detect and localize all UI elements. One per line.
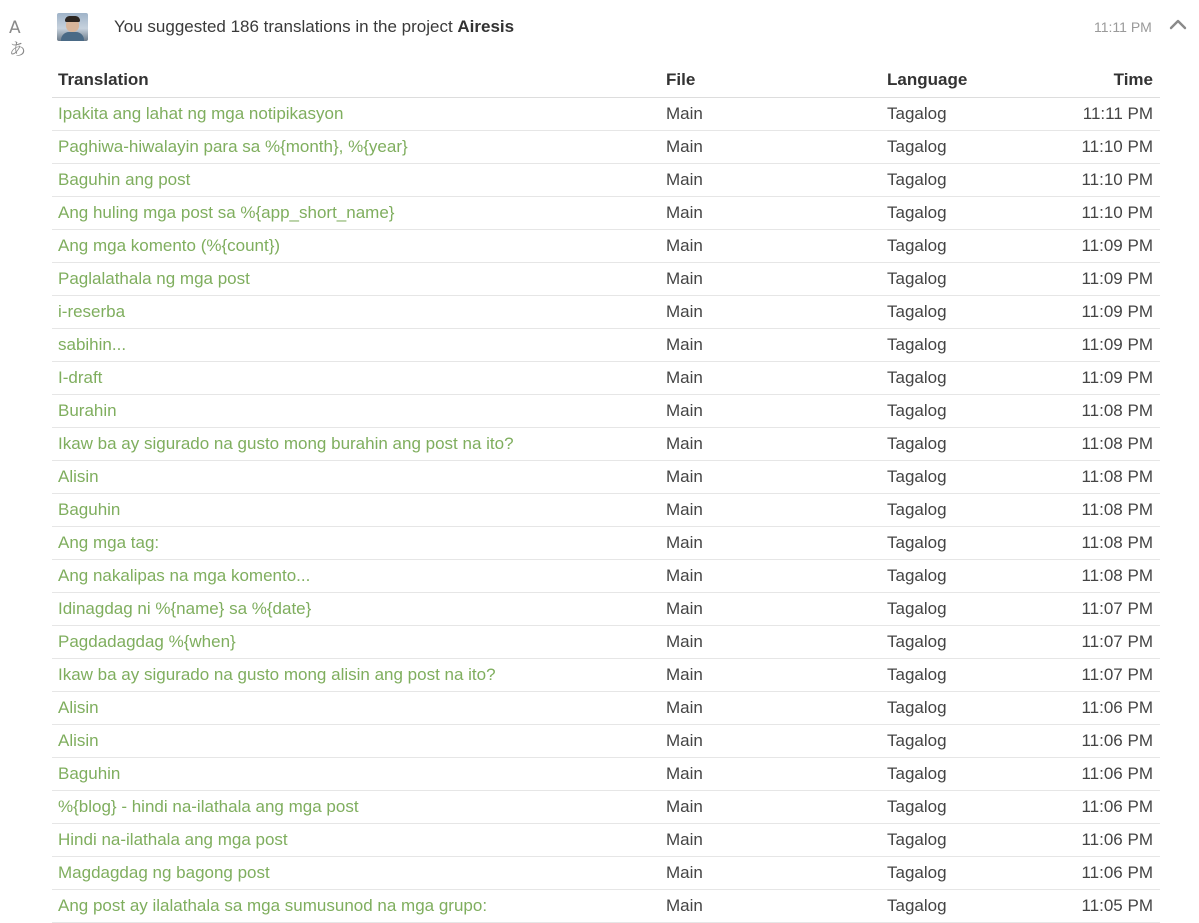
- language-cell: Tagalog: [881, 428, 1041, 461]
- translation-link[interactable]: i-reserba: [58, 302, 126, 321]
- translation-cell: [52, 791, 660, 824]
- table-row: [52, 494, 1160, 527]
- language-cell: Tagalog: [881, 725, 1041, 758]
- file-cell: Main: [660, 164, 881, 197]
- translation-link[interactable]: Alisin: [58, 467, 99, 486]
- translation-cell: [52, 461, 660, 494]
- translation-link[interactable]: Ang mga komento (%{count}): [58, 236, 281, 255]
- translation-cell: [52, 890, 660, 923]
- table-row: [52, 98, 1160, 131]
- translation-cell: [52, 659, 660, 692]
- time-cell: 11:08 PM: [1041, 461, 1160, 494]
- translation-cell: [52, 494, 660, 527]
- language-cell: Tagalog: [881, 98, 1041, 131]
- chevron-up-icon[interactable]: [1165, 14, 1191, 36]
- time-cell: 11:09 PM: [1041, 362, 1160, 395]
- translation-link[interactable]: Ang mga tag:: [58, 533, 160, 552]
- time-cell: 11:07 PM: [1041, 659, 1160, 692]
- table-row: [52, 230, 1160, 263]
- translation-cell: [52, 395, 660, 428]
- translation-cell: [52, 329, 660, 362]
- translation-link[interactable]: Pagdadagdag %{when}: [58, 632, 236, 651]
- file-cell: Main: [660, 890, 881, 923]
- translation-link[interactable]: Ipakita ang lahat ng mga notipikasyon: [58, 104, 344, 123]
- file-cell: Main: [660, 98, 881, 131]
- translation-link[interactable]: Ang huling mga post sa %{app_short_name}: [58, 203, 395, 222]
- language-cell: Tagalog: [881, 659, 1041, 692]
- translation-link[interactable]: Ang nakalipas na mga komento...: [58, 566, 311, 585]
- translation-link[interactable]: Idinagdag ni %{name} sa %{date}: [58, 599, 312, 618]
- time-cell: 11:10 PM: [1041, 131, 1160, 164]
- table-row: [52, 428, 1160, 461]
- language-cell: Tagalog: [881, 527, 1041, 560]
- language-cell: Tagalog: [881, 692, 1041, 725]
- translation-link[interactable]: Hindi na-ilathala ang mga post: [58, 830, 288, 849]
- time-cell: 11:06 PM: [1041, 758, 1160, 791]
- translation-cell: [52, 164, 660, 197]
- language-cell: Tagalog: [881, 593, 1041, 626]
- time-cell: 11:06 PM: [1041, 692, 1160, 725]
- translation-link[interactable]: Baguhin: [58, 500, 121, 519]
- file-cell: Main: [660, 626, 881, 659]
- table-row: [52, 197, 1160, 230]
- file-cell: Main: [660, 197, 881, 230]
- translate-icon: Aあ: [9, 18, 25, 60]
- translation-link[interactable]: Paglalathala ng mga post: [58, 269, 250, 288]
- file-cell: Main: [660, 329, 881, 362]
- table-row: [52, 131, 1160, 164]
- event-timestamp: 11:11 PM: [1094, 19, 1152, 35]
- translation-link[interactable]: Ikaw ba ay sigurado na gusto mong burahin ang post na ito?: [58, 434, 514, 453]
- language-cell: Tagalog: [881, 758, 1041, 791]
- file-cell: Main: [660, 362, 881, 395]
- time-cell: 11:06 PM: [1041, 824, 1160, 857]
- language-cell: Tagalog: [881, 131, 1041, 164]
- table-row: [52, 692, 1160, 725]
- table-row: [52, 164, 1160, 197]
- table-row: [52, 725, 1160, 758]
- file-cell: Main: [660, 296, 881, 329]
- file-cell: Main: [660, 527, 881, 560]
- file-cell: Main: [660, 758, 881, 791]
- translation-cell: [52, 527, 660, 560]
- time-cell: 11:05 PM: [1041, 890, 1160, 923]
- time-cell: 11:09 PM: [1041, 296, 1160, 329]
- time-cell: 11:08 PM: [1041, 560, 1160, 593]
- translation-cell: [52, 560, 660, 593]
- table-row: [52, 659, 1160, 692]
- file-cell: Main: [660, 131, 881, 164]
- translation-link[interactable]: Baguhin ang post: [58, 170, 191, 189]
- file-cell: Main: [660, 494, 881, 527]
- translation-link[interactable]: Burahin: [58, 401, 117, 420]
- time-cell: 11:09 PM: [1041, 230, 1160, 263]
- translation-link[interactable]: %{blog} - hindi na-ilathala ang mga post: [58, 797, 359, 816]
- file-cell: Main: [660, 791, 881, 824]
- column-header-translation: Translation: [52, 62, 660, 98]
- table-row: [52, 758, 1160, 791]
- language-cell: Tagalog: [881, 890, 1041, 923]
- translation-cell: [52, 230, 660, 263]
- table-row: [52, 857, 1160, 890]
- translation-link[interactable]: Magdagdag ng bagong post: [58, 863, 270, 882]
- translation-cell: [52, 626, 660, 659]
- table-row: [52, 824, 1160, 857]
- translation-cell: [52, 824, 660, 857]
- column-header-file: File: [660, 62, 881, 98]
- table-row: [52, 890, 1160, 923]
- translation-cell: [52, 296, 660, 329]
- language-cell: Tagalog: [881, 329, 1041, 362]
- file-cell: Main: [660, 461, 881, 494]
- table-header-row: [52, 62, 1160, 98]
- language-cell: Tagalog: [881, 230, 1041, 263]
- translation-cell: [52, 362, 660, 395]
- file-cell: Main: [660, 560, 881, 593]
- file-cell: Main: [660, 263, 881, 296]
- project-name[interactable]: Airesis: [457, 17, 515, 36]
- language-cell: Tagalog: [881, 164, 1041, 197]
- translation-cell: [52, 758, 660, 791]
- file-cell: Main: [660, 230, 881, 263]
- time-cell: 11:08 PM: [1041, 494, 1160, 527]
- column-header-language: Language: [881, 62, 1041, 98]
- time-cell: 11:08 PM: [1041, 527, 1160, 560]
- table-row: [52, 461, 1160, 494]
- translation-link[interactable]: Paghiwa-hiwalayin para sa %{month}, %{year}: [58, 137, 408, 156]
- table-row: [52, 791, 1160, 824]
- time-cell: 11:09 PM: [1041, 263, 1160, 296]
- avatar-hair: [65, 16, 80, 22]
- column-header-time: Time: [1041, 62, 1160, 98]
- table-body: [52, 98, 1160, 923]
- language-cell: Tagalog: [881, 395, 1041, 428]
- table-row: [52, 593, 1160, 626]
- file-cell: Main: [660, 857, 881, 890]
- translation-link[interactable]: sabihin...: [58, 335, 127, 354]
- translation-cell: [52, 593, 660, 626]
- avatar-shirt: [61, 32, 84, 41]
- language-cell: Tagalog: [881, 197, 1041, 230]
- activity-headline: [114, 17, 514, 37]
- time-cell: 11:06 PM: [1041, 791, 1160, 824]
- translation-link[interactable]: Baguhin: [58, 764, 121, 783]
- translations-table: [52, 62, 1160, 923]
- table-row: [52, 296, 1160, 329]
- headline-text: You suggested 186 translations in the project: [114, 17, 458, 36]
- translation-link[interactable]: I-draft: [58, 368, 103, 387]
- translation-cell: [52, 197, 660, 230]
- translation-cell: [52, 428, 660, 461]
- file-cell: Main: [660, 659, 881, 692]
- table-row: [52, 626, 1160, 659]
- time-cell: 11:10 PM: [1041, 197, 1160, 230]
- file-cell: Main: [660, 725, 881, 758]
- file-cell: Main: [660, 692, 881, 725]
- translation-link[interactable]: Alisin: [58, 731, 99, 750]
- translation-link[interactable]: Alisin: [58, 698, 99, 717]
- file-cell: Main: [660, 428, 881, 461]
- table-row: [52, 395, 1160, 428]
- language-cell: Tagalog: [881, 626, 1041, 659]
- time-cell: 11:09 PM: [1041, 329, 1160, 362]
- translation-cell: [52, 725, 660, 758]
- table-row: [52, 362, 1160, 395]
- time-cell: 11:07 PM: [1041, 593, 1160, 626]
- time-cell: 11:10 PM: [1041, 164, 1160, 197]
- time-cell: 11:07 PM: [1041, 626, 1160, 659]
- table-row: [52, 527, 1160, 560]
- file-cell: Main: [660, 395, 881, 428]
- file-cell: Main: [660, 593, 881, 626]
- language-cell: Tagalog: [881, 461, 1041, 494]
- table-row: [52, 329, 1160, 362]
- file-cell: Main: [660, 824, 881, 857]
- time-cell: 11:06 PM: [1041, 725, 1160, 758]
- translation-link[interactable]: Ikaw ba ay sigurado na gusto mong alisin ang post na ito?: [58, 665, 496, 684]
- time-cell: 11:11 PM: [1041, 98, 1160, 131]
- translation-link[interactable]: Ang post ay ilalathala sa mga sumusunod na mga grupo:: [58, 896, 488, 915]
- avatar[interactable]: [57, 13, 88, 41]
- table-row: [52, 560, 1160, 593]
- language-cell: Tagalog: [881, 857, 1041, 890]
- language-cell: Tagalog: [881, 263, 1041, 296]
- translation-cell: [52, 98, 660, 131]
- language-cell: Tagalog: [881, 824, 1041, 857]
- translation-cell: [52, 131, 660, 164]
- translation-cell: [52, 692, 660, 725]
- time-cell: 11:06 PM: [1041, 857, 1160, 890]
- language-cell: Tagalog: [881, 494, 1041, 527]
- translation-cell: [52, 857, 660, 890]
- language-cell: Tagalog: [881, 791, 1041, 824]
- time-cell: 11:08 PM: [1041, 395, 1160, 428]
- table-row: [52, 263, 1160, 296]
- language-cell: Tagalog: [881, 296, 1041, 329]
- language-cell: Tagalog: [881, 560, 1041, 593]
- language-cell: Tagalog: [881, 362, 1041, 395]
- translation-cell: [52, 263, 660, 296]
- time-cell: 11:08 PM: [1041, 428, 1160, 461]
